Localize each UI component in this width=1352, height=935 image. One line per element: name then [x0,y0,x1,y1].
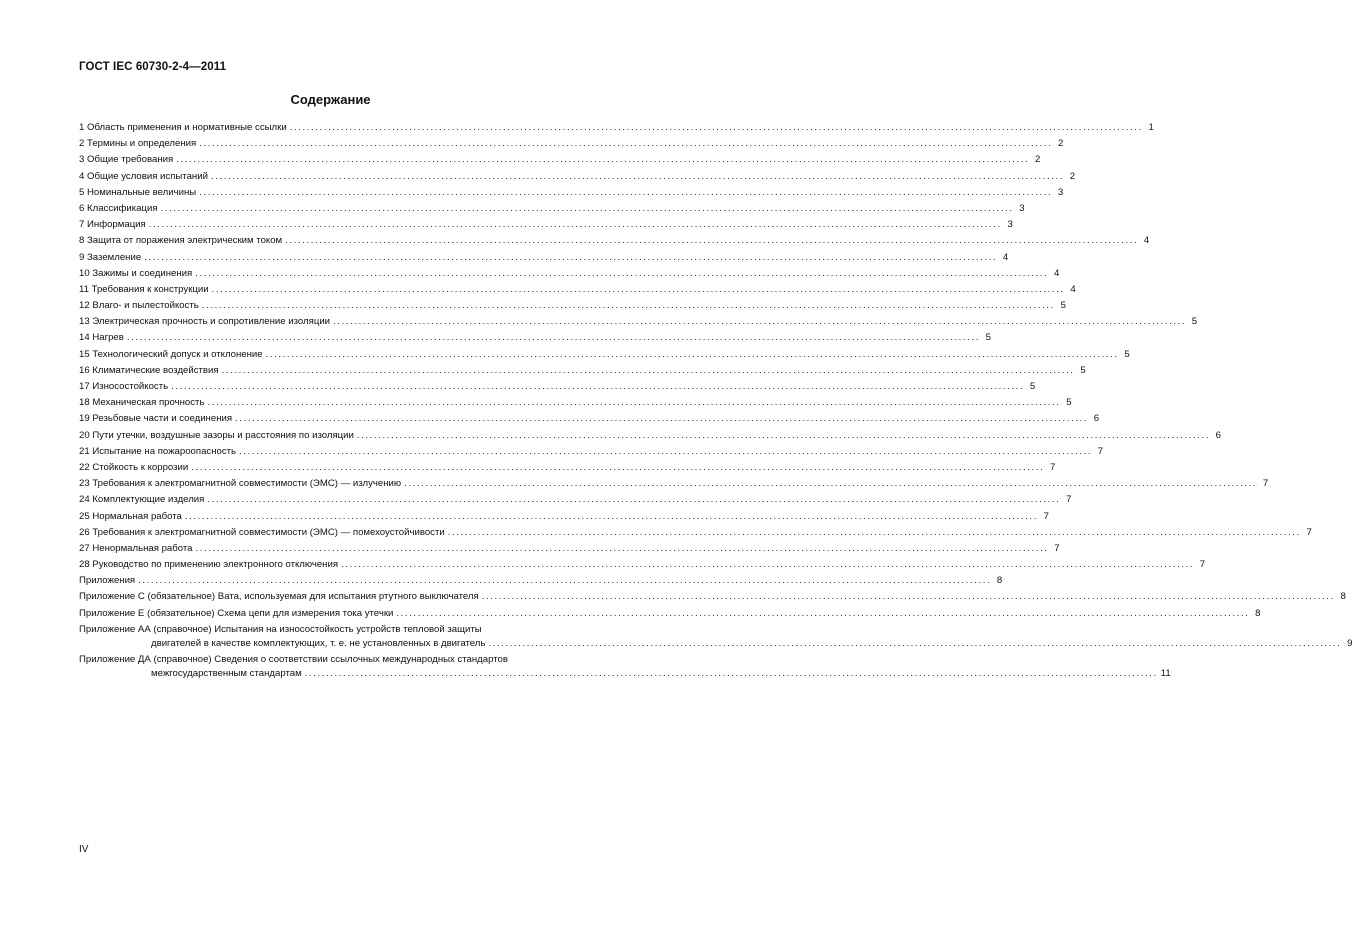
toc-entry-label: Приложение Е (обязательное) Схема цепи для измерения тока утечки [79,607,394,619]
leader-dots: ........................................................................................................................................................................................................ [148,219,1002,231]
toc-entry-label: 10 Зажимы и соединения [79,267,193,279]
toc-entry-label: 16 Климатические воздействия [79,364,219,376]
toc-entry[interactable] [79,428,1221,444]
leader-dots: ........................................................................................................................................................................................................ [144,251,998,263]
toc-entry[interactable] [79,120,1154,136]
leader-dots: ........................................................................................................................................................................................................ [207,494,1061,506]
toc-entry-page: 8 [1340,591,1346,603]
leader-dots: ........................................................................................................................................................................................................ [199,186,1053,198]
leader-dots: ........................................................................................................................................................................................................ [211,283,1065,295]
toc-entry-label: 17 Износостойкость [79,381,169,392]
toc-entry-page: 5 [1124,348,1130,360]
toc-entry[interactable] [79,363,1086,379]
toc-entry-page: 1 [1148,122,1154,133]
toc-entry-line1[interactable] [79,652,614,666]
toc-entry-line2[interactable] [79,666,1171,682]
toc-entry[interactable] [79,169,1076,185]
leader-dots: ........................................................................................................................................................................................................ [199,138,1053,150]
document-code: ГОСТ IEC 60730-2-4—2011 [79,61,227,73]
leader-dots: ........................................................................................................................................................................................................ [235,413,1089,425]
toc-entry-label: 22 Стойкость к коррозии [79,461,189,473]
toc-entry[interactable] [79,298,1066,314]
toc-entry-page: 9 [1347,637,1352,649]
table-of-contents [79,120,1352,682]
leader-dots: ........................................................................................................................................................................................................ [333,316,1187,328]
toc-entry-label: Приложение С (обязательное) Вата, используемая для испытания ртутного выключателя [79,591,479,603]
toc-entry-line2[interactable] [79,636,1352,652]
toc-entry[interactable] [79,557,1206,573]
toc-entry-label: 28 Руководство по применению электронного отключения [79,559,339,571]
toc-entry-page: 6 [1215,429,1221,441]
toc-entry[interactable] [79,589,1346,605]
toc-entry[interactable] [79,460,1056,476]
leader-dots: ........................................................................................................................................................................................................ [160,202,1014,214]
toc-entry[interactable] [79,606,1261,622]
toc-entry-label: двигателей в качестве комплектующих, т. е. не установленных в двигатель [151,637,486,649]
toc-entry-page: 8 [996,575,1003,587]
toc-entry-label: Приложения [79,575,136,587]
toc-entry-page: 7 [1043,510,1049,522]
toc-entry-label: Приложение ДА (справочное) Сведения о соответствии ссылочных международных стандартов [79,654,508,665]
leader-dots: ........................................................................................................................................................................................................ [195,542,1049,554]
toc-entry-page: 5 [1060,300,1066,312]
toc-entry[interactable] [79,411,1100,427]
toc-entry-page: 5 [1080,364,1086,376]
leader-dots: ........................................................................................................................................................................................................ [210,170,1065,182]
toc-entry-label: 20 Пути утечки, воздушные зазоры и расстояния по изоляции [79,429,354,441]
toc-entry-label: 11 Требования к конструкции [79,283,209,295]
leader-dots: ........................................................................................................................................................................................................ [265,348,1119,360]
toc-entry-label: 2 Термины и определения [79,138,197,150]
toc-entry-label: 9 Заземление [79,251,142,263]
leader-dots: ........................................................................................................................................................................................................ [176,154,1030,166]
toc-entry-label: 25 Нормальная работа [79,510,182,522]
toc-entry[interactable] [79,330,991,346]
toc-entry[interactable] [79,395,1072,411]
toc-entry[interactable] [79,573,1003,589]
toc-entry[interactable] [79,185,1064,201]
toc-entry-label: 23 Требования к электромагнитной совместимости (ЭМС) — излучению [79,478,402,490]
toc-entry[interactable] [79,282,1076,298]
leader-dots: ........................................................................................................................................................................................................ [171,381,1025,392]
toc-entry[interactable] [79,525,1312,541]
toc-entry[interactable] [79,541,1060,557]
toc-entry[interactable] [79,201,1025,217]
toc-entry-label: 19 Резьбовые части и соединения [79,413,233,425]
toc-entry[interactable] [79,379,1036,395]
toc-entry[interactable] [79,136,1064,152]
leader-dots: ........................................................................................................................................................................................................ [289,122,1143,133]
toc-entry-page: 7 [1306,526,1312,538]
toc-entry-page: 4 [1070,283,1076,295]
toc-entry-page: 4 [1002,251,1009,263]
toc-entry[interactable] [79,492,1072,508]
toc-entry-label: 26 Требования к электромагнитной совместимости (ЭМС) — помехоустойчивости [79,526,445,538]
toc-entry-page: 3 [1007,219,1013,231]
toc-entry[interactable] [79,152,1041,168]
leader-dots: ........................................................................................................................................................................................................ [488,637,1342,649]
toc-entry-page: 7 [1054,542,1060,554]
toc-entry-label: 1 Область применения и нормативные ссылки [79,122,287,133]
leader-dots: ........................................................................................................................................................................................................ [396,607,1250,619]
toc-entry-page: 7 [1097,445,1104,457]
toc-entry-label: 18 Механическая прочность [79,397,205,409]
page-number: IV [79,844,89,855]
toc-entry-page: 7 [1262,478,1269,490]
leader-dots: ........................................................................................................................................................................................................ [404,478,1258,490]
leader-dots: ........................................................................................................................................................................................................ [138,575,992,587]
toc-entry-page: 5 [1191,316,1198,328]
leader-dots: ........................................................................................................................................................................................................ [221,364,1075,376]
toc-entry-page: 3 [1019,202,1025,214]
toc-entry-line1[interactable] [79,622,614,636]
toc-entry[interactable] [79,444,1104,460]
toc-entry-page: 6 [1093,413,1100,425]
toc-entry-label: 8 Защита от поражения электрическим током [79,235,283,247]
toc-entry-page: 5 [1066,397,1072,409]
toc-entry-label: Приложение АА (справочное) Испытания на износостойкость устройств тепловой защиты [79,623,482,635]
leader-dots: ........................................................................................................................................................................................................ [447,526,1301,538]
leader-dots: ........................................................................................................................................................................................................ [341,559,1195,571]
toc-entry-page: 11 [1160,668,1171,679]
toc-entry-label: 4 Общие условия испытаний [79,170,208,182]
leader-dots: ........................................................................................................................................................................................................ [184,510,1038,522]
leader-dots: ........................................................................................................................................................................................................ [304,668,1158,679]
toc-entry-label: 3 Общие требования [79,154,174,166]
leader-dots: ........................................................................................................................................................................................................ [239,445,1093,457]
toc-entry-page: 7 [1199,559,1206,571]
toc-entry-label: 14 Нагрев [79,332,124,344]
toc-entry-label: межгосударственным стандартам [151,668,302,679]
toc-entry-page: 3 [1057,186,1064,198]
toc-entry-page: 5 [1029,381,1036,392]
toc-entry[interactable] [79,509,1049,525]
toc-entry-label: 6 Классификация [79,202,158,214]
toc-entry[interactable] [79,217,1013,233]
toc-entry[interactable] [79,250,1009,266]
toc-entry[interactable] [79,314,1198,330]
leader-dots: ........................................................................................................................................................................................................ [126,332,980,344]
toc-entry-page: 2 [1057,138,1064,150]
toc-entry-page: 2 [1034,154,1041,166]
toc-entry[interactable] [79,347,1130,363]
page-title: Содержание [290,92,371,107]
toc-entry-label: 12 Влаго- и пылестойкость [79,300,199,312]
toc-entry-label: 5 Номинальные величины [79,186,197,198]
toc-entry-page: 7 [1050,461,1056,473]
toc-entry-page: 2 [1069,170,1076,182]
toc-entry[interactable] [79,233,1150,249]
toc-entry[interactable] [79,476,1269,492]
toc-entry-page: 4 [1053,267,1060,279]
toc-entry-label: 21 Испытание на пожароопасность [79,445,237,457]
leader-dots: ........................................................................................................................................................................................................ [356,429,1210,441]
toc-entry-label: 7 Информация [79,219,146,231]
toc-entry-page: 7 [1066,494,1072,506]
leader-dots: ........................................................................................................................................................................................................ [481,591,1335,603]
leader-dots: ........................................................................................................................................................................................................ [195,267,1049,279]
toc-entry-page: 4 [1143,235,1150,247]
toc-entry-label: 15 Технологический допуск и отклонение [79,348,263,360]
leader-dots: ........................................................................................................................................................................................................ [201,300,1055,312]
toc-entry-label: 13 Электрическая прочность и сопротивление изоляции [79,316,331,328]
toc-entry-label: 24 Комплектующие изделия [79,494,205,506]
leader-dots: ........................................................................................................................................................................................................ [285,235,1139,247]
toc-entry-label: 27 Ненормальная работа [79,542,193,554]
leader-dots: ........................................................................................................................................................................................................ [191,461,1045,473]
leader-dots: ........................................................................................................................................................................................................ [207,397,1061,409]
toc-entry-page: 5 [985,332,991,344]
toc-entry[interactable] [79,266,1060,282]
toc-entry-page: 8 [1255,607,1261,619]
